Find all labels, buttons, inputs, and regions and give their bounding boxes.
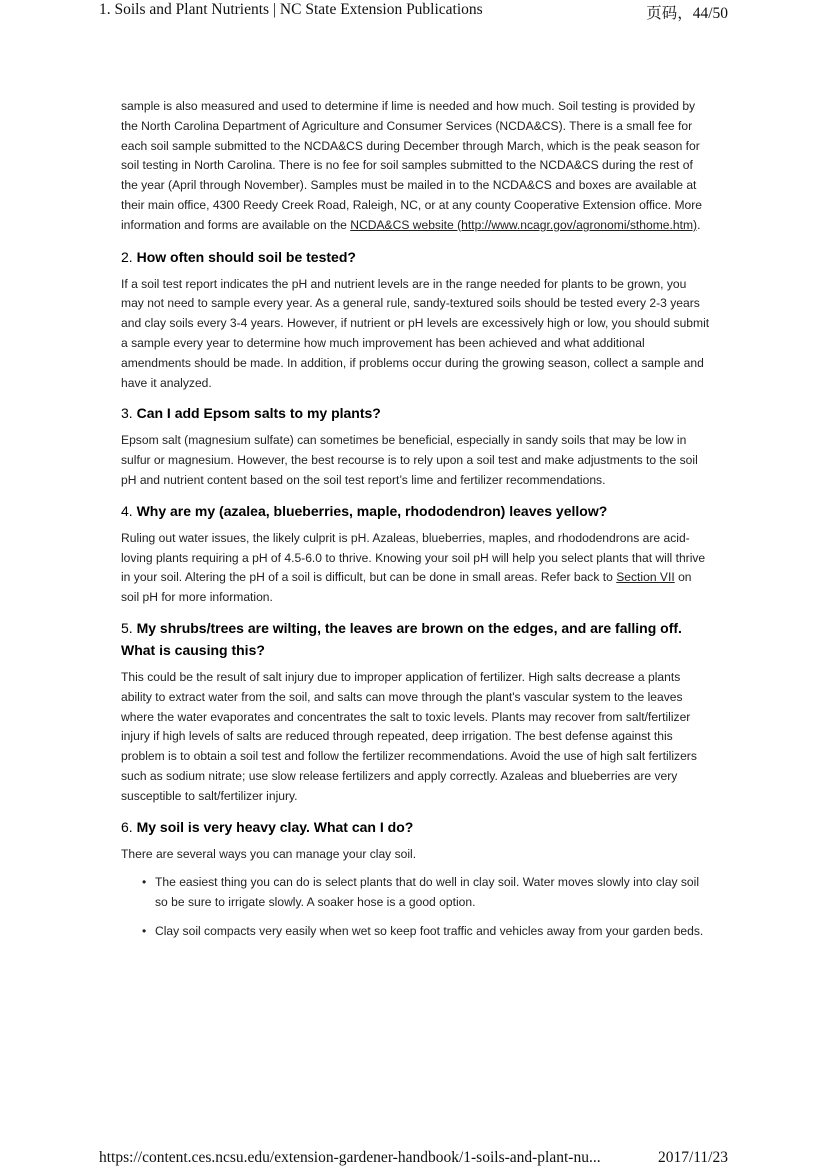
faq-question-4: 4. Why are my (azalea, blueberries, maple, rhododendron) leaves yellow?: [121, 502, 608, 519]
bullet-icon: •: [142, 923, 147, 938]
ncdacs-website-link[interactable]: NCDA&CS website (http://www.ncagr.gov/agronomi/sthome.htm): [350, 217, 698, 232]
bullet-icon: •: [142, 875, 147, 890]
print-header: [0, 0, 827, 24]
print-footer: [0, 1148, 827, 1168]
clay-soil-tips-list: [121, 873, 711, 941]
faq-answer-6: There are several ways you can manage your clay soil.: [121, 846, 417, 861]
faq-question-6: 6. My soil is very heavy clay. What can I do?: [121, 818, 414, 835]
article-body: [121, 97, 711, 942]
faq-question-3: 3. Can I add Epsom salts to my plants?: [121, 405, 381, 422]
page-url: https://content.ces.ncsu.edu/extension-gardener-handbook/1-soils-and-plant-nu...: [99, 1149, 601, 1166]
page-number: 页码，44/50: [646, 5, 728, 22]
section-vii-link[interactable]: Section VII: [616, 570, 675, 585]
list-item: • Clay soil compacts very easily when wet so keep foot traffic and vehicles away from your garden beds.: [121, 922, 711, 942]
print-date: 2017/11/23: [657, 1149, 728, 1166]
faq-answer-5: This could be the result of salt injury due to improper application of fertilizer. High salts decrease a plants ability to extract water from the soil, and salts can move through the plant's vascular system to the leaves where the water evaporates and concentrates the salt to toxic levels. Plants may recover from salt/fertilizer injury if high levels of salts are reduced through repeated, deep irrigation. The best defense against this problem is to obtain a soil test and follow the fertilizer recommendations. Avoid the use of high salt fertilizers such as sodium nitrate; use slow release fertilizers and apply correctly. Azaleas and blueberries are very susceptible to salt/fertilizer injury.: [121, 669, 697, 803]
faq-answer-4: Ruling out water issues, the likely culprit is pH. Azaleas, blueberries, maples, and rhododendrons are acid-loving plants requiring a pH of 4.5-6.0 to thrive. Knowing your soil pH will help you select plants that will thrive in your soil. Altering the pH of a soil is difficult, but can be done in small areas. Refer back to Section VII on soil pH for more information.: [121, 530, 706, 605]
list-item: • The easiest thing you can do is select plants that do well in clay soil. Water moves slowly into clay soil so be sure to irrigate slowly. A soaker hose is a good option.: [142, 875, 700, 910]
intro-paragraph: sample is also measured and used to determine if lime is needed and how much. Soil testing is provided by the North Carolina Department of Agriculture and Consumer Services (NCDA&CS). There is a small fee for each soil sample submitted to the NCDA&CS during December through March, which is the peak season for soil testing in North Carolina. There is no fee for soil samples submitted to the NCDA&CS during the rest of the year (April through November). Samples must be mailed in to the NCDA&CS and boxes are available at their main office, 4300 Reedy Creek Road, Raleigh, NC, or at any county Cooperative Extension office. More information and forms are available on the NCDA&CS website (http://www.ncagr.gov/agronomi/sthome.htm).: [121, 99, 703, 232]
faq-answer-2: If a soil test report indicates the pH and nutrient levels are in the range needed for plants to be grown, you may not need to sample every year. As a general rule, sandy-textured soils should be tested every 2-3 years and clay soils every 3-4 years. However, if nutrient or pH levels are excessively high or low, you should submit a sample every year to determine how much improvement has been achieved and what additional amendments should be made. In addition, if problems occur during the growing season, collect a sample and have it analyzed.: [121, 276, 710, 390]
faq-question-2: 2. How often should soil be tested?: [121, 248, 356, 265]
page-title: 1. Soils and Plant Nutrients | NC State Extension Publications: [99, 1, 483, 18]
faq-answer-3: Epsom salt (magnesium sulfate) can sometimes be beneficial, especially in sandy soils that may be low in sulfur or magnesium. However, the best recourse is to rely upon a soil test and make adjustments to the soil pH and nutrient content based on the soil test report’s lime and fertilizer recommendations.: [121, 433, 698, 487]
faq-question-5: 5. My shrubs/trees are wilting, the leaves are brown on the edges, and are falling off. What is causing this?: [121, 619, 682, 658]
